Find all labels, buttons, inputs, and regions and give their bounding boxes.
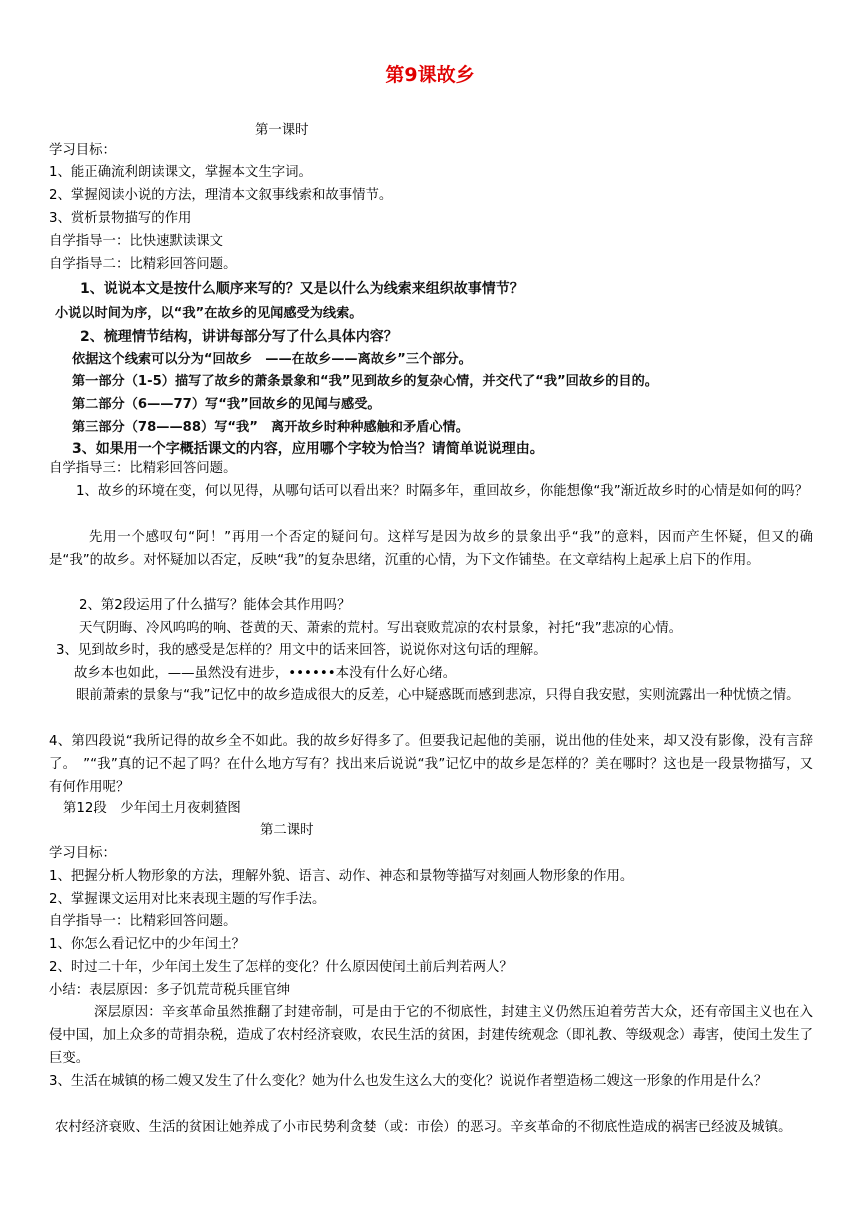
guide2-part-2: 第二部分（6——77）写“我”回故乡的见闻与感受。 xyxy=(72,397,381,412)
lesson1-guide-3: 自学指导三：比精彩回答问题。 xyxy=(49,461,237,476)
guide3-answer-3b: 眼前萧索的景象与“我”记忆中的故乡造成很大的反差，心中疑惑既而感到悲凉，只得自我安慰，实则流露出一种忧愤之情。 xyxy=(76,688,800,703)
guide3-question-3: 3、见到故乡时，我的感受是怎样的？用文中的话来回答，说说你对这句话的理解。 xyxy=(56,643,547,658)
lesson2-goals-label: 学习目标： xyxy=(49,846,116,861)
guide2-question-1: 1、说说本文是按什么顺序来写的？又是以什么为线索来组织故事情节？ xyxy=(80,281,524,297)
lesson1-goals-label: 学习目标： xyxy=(49,143,116,158)
lesson1-goal-1: 1、能正确流利朗读课文，掌握本文生字词。 xyxy=(49,165,312,180)
guide3-answer-3a: 故乡本也如此，——虽然没有进步，••••••本没有什么好心绪。 xyxy=(74,666,457,681)
guide3-question-1: 1、故乡的环境在变，何以见得，从哪句话可以看出来？时隔多年，重回故乡，你能想像“我”渐近故乡时的心情是如何的吗？ xyxy=(76,484,809,499)
lesson2-question-2: 2、时过二十年，少年闰土发生了怎样的变化？什么原因使闰土前后判若两人？ xyxy=(49,960,513,975)
guide3-answer-1: 先用一个感叹句“阿！”再用一个否定的疑问句。这样写是因为故乡的景象出乎“我”的意料，因而产生怀疑，但又的确是“我”的故乡。对怀疑加以否定，反映“我”的复杂思绪，沉重的心情，为下文作铺垫。在文章结构上起承上启下的作用。 xyxy=(49,530,813,568)
guide2-part-3: 第三部分（78——88）写“我” 离开故乡时种种感触和矛盾心情。 xyxy=(72,420,469,435)
guide3-question-4: 4、第四段说“我所记得的故乡全不如此。我的故乡好得多了。但要我记起他的美丽，说出他的佳处来，却又没有影像，没有言辞了。 ”“我”真的记不起了吗？在什么地方写有？找出来后说说“我”记忆中的故乡是怎样的？美在哪时？这也是一段景物描写，又有何作用呢？ xyxy=(49,734,813,795)
guide2-part-1: 第一部分（1-5）描写了故乡的萧条景象和“我”见到故乡的复杂心情，并交代了“我”回故乡的目的。 xyxy=(72,374,658,389)
lesson2-goal-2: 2、掌握课文运用对比来表现主题的写作手法。 xyxy=(49,892,326,907)
guide3-answer-4: 第12段 少年闰土月夜刺猹图 xyxy=(63,801,241,816)
guide2-question-3: 3、如果用一个字概括课文的内容，应用哪个字较为恰当？请简单说说理由。 xyxy=(72,441,544,457)
lesson2-heading: 第二课时 xyxy=(260,823,314,838)
document-title: 第9课故乡 xyxy=(385,64,475,86)
lesson2-goal-1: 1、把握分析人物形象的方法，理解外貌、语言、动作、神态和景物等描写对刻画人物形象的作用。 xyxy=(49,869,634,884)
guide2-answer-1: 小说以时间为序，以“我”在故乡的见闻感受为线索。 xyxy=(55,306,363,321)
lesson2-question-3: 3、生活在城镇的杨二嫂又发生了什么变化？她为什么也发生这么大的变化？说说作者塑造杨二嫂这一形象的作用是什么？ xyxy=(49,1074,768,1089)
guide2-answer-2: 依据这个线索可以分为“回故乡 ——在故乡——离故乡”三个部分。 xyxy=(72,352,472,367)
lesson2-answer-3: 农村经济衰败、生活的贫困让她养成了小市民势利贪婪（或：市侩）的恶习。辛亥革命的不彻底性造成的祸害已经波及城镇。 xyxy=(55,1120,792,1135)
lesson2-summary: 小结：表层原因：多子饥荒苛税兵匪官绅 xyxy=(49,983,291,998)
lesson2-guide-1: 自学指导一：比精彩回答问题。 xyxy=(49,914,237,929)
lesson1-goal-3: 3、赏析景物描写的作用 xyxy=(49,211,192,226)
guide2-question-2: 2、梳理情节结构，讲讲每部分写了什么具体内容？ xyxy=(80,329,398,345)
lesson1-goal-2: 2、掌握阅读小说的方法，理清本文叙事线索和故事情节。 xyxy=(49,188,393,203)
lesson1-heading: 第一课时 xyxy=(255,123,309,138)
lesson2-question-1: 1、你怎么看记忆中的少年闰土？ xyxy=(49,937,245,952)
guide3-answer-2: 天气阴晦、冷风呜呜的响、苍黄的天、萧索的荒村。写出衰败荒凉的农村景象，衬托“我”悲凉的心情。 xyxy=(79,621,683,636)
guide3-question-2: 2、第2段运用了什么描写？能体会其作用吗？ xyxy=(79,598,351,613)
lesson2-deep-reason: 深层原因：辛亥革命虽然推翻了封建帝制，可是由于它的不彻底性，封建主义仍然压迫着劳苦大众，还有帝国主义也在入侵中国，加上众多的苛捐杂税，造成了农村经济衰败，农民生活的贫困，封建传统观念（即礼教、等级观念）毒害，使闰土发生了巨变。 xyxy=(49,1005,813,1066)
lesson1-guide-2: 自学指导二：比精彩回答问题。 xyxy=(49,257,237,272)
lesson1-guide-1: 自学指导一：比快速默读课文 xyxy=(49,234,224,249)
